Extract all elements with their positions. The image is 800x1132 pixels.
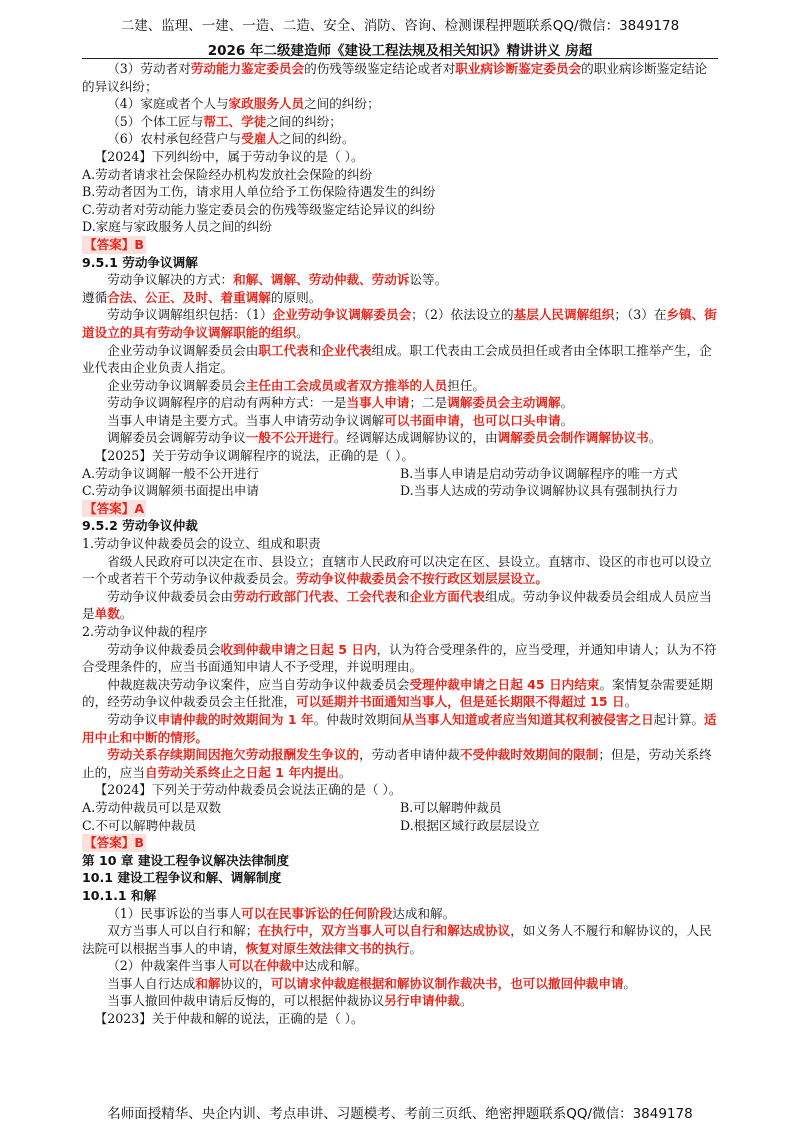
text: 的职业病诊断鉴定结论的异议纠纷； [82,61,708,94]
highlight: 单数 [94,606,120,622]
para-limitation [82,711,718,746]
subheading: 2.劳动争议仲裁的程序 [82,624,208,639]
text: 劳动争议解决的方式： [107,272,234,288]
text: 组成。劳动争议仲裁委员会组成人员应当是 [82,588,712,622]
highlight: 可以在仲裁中 [228,958,305,974]
para-establishment [82,553,718,588]
section-title-10-1: 10.1 建设工程争议和解、调解制度 [82,870,282,886]
para-ruling-period [82,676,718,711]
text: 。案情复杂需要延期的，经劳动争议仲裁委员会主任批准， [82,676,713,710]
option-d: D.家庭与家政服务人员之间的纠纷 [82,219,272,235]
highlight: 一般不公开进行 [245,430,334,446]
para-dispute-5 [82,113,718,131]
text: 达成和解。 [304,958,368,974]
text: 劳动争议调解组织包括：（1） [107,307,273,323]
highlight: 当事人申请 [346,395,410,411]
para-members [82,588,718,623]
para-settlement-agreement [82,975,718,993]
highlight: 可以书面申请，也可以口头申请 [384,412,561,428]
highlight: 恢复对原生效法律文书的执行 [245,940,410,956]
text: 。 [296,324,309,340]
option-row [82,465,718,483]
text: 组成。职工代表由工会成员担任或者由全体职工推举产生，企业代表由企业负责人指定。 [82,342,712,376]
para-application [82,412,718,430]
option-c: C.劳动争议调解须书面提出申请 [82,483,259,499]
para-arbitration-settlement [82,957,718,975]
text: 省级人民政府可以决定在市、县设立；直辖市人民政府可以决定在区、县设立。直辖市、设区的市也可以设立一个或者若干个劳动争议仲裁委员会。 [82,553,712,587]
text: 当事人自行达成 [107,975,196,991]
text: 劳动争议调解程序的启动有两种方式：一是 [107,395,347,411]
text: 仲裁庭裁决劳动争议案件，应当自劳动争议仲裁委员会 [107,676,410,692]
text: （3）劳动者对 [107,61,191,76]
highlight: 合法、公正、及时、着重调解 [107,289,271,305]
highlight: 企业代表 [321,342,372,358]
highlight: 劳动关系存续期间因拖欠劳动报酬发生争议的 [107,747,360,763]
subheading: 1.劳动争议仲裁委员会的设立、组成和职责 [82,536,321,552]
highlight: 自劳动关系终止之日起 1 年内提出 [144,764,339,780]
text: 。 [624,694,638,710]
text: 企业劳动争议调解委员会 [107,377,246,393]
section-title-9-5-2: 9.5.2 劳动争议仲裁 [82,518,198,534]
text: 和 [308,342,322,358]
chapter-title: 第 10 章 建设工程争议解决法律制度 [82,852,289,868]
text: 。 [338,764,352,780]
para-dispute-6 [82,130,718,148]
text: ，如义务人不履行和解协议的，人民法院可以根据当事人的申请， [82,923,712,956]
option-c: C.不可以解聘仲裁员 [82,817,196,833]
document-body [82,60,718,1028]
text: 的伤残等级鉴定结论或者对 [304,61,456,76]
text: 之间的纠纷。 [278,131,355,147]
text: 和 [396,588,410,604]
text: 的原则。 [270,289,322,305]
highlight: 基层人民调解组织 [513,307,615,323]
highlight: 不受仲裁时效期间的限制 [459,747,599,763]
para-execution-settlement [82,922,718,957]
para-principles [82,289,718,307]
text: ；二是 [409,395,448,411]
highlight: 在执行中，双方当事人可以自行和解达成协议 [258,923,511,939]
text: 。 [119,606,133,622]
text: 。 [560,395,574,411]
text: ；（2）依法设立的 [411,307,514,323]
option-row [82,799,718,817]
para-methods [82,271,718,289]
para-acceptance [82,641,718,676]
text: ，劳动者申请仲裁 [359,747,460,763]
text: 。仲裁时效期间 [313,711,402,727]
answer-label: 【答案】 [84,835,135,851]
para-initiation [82,394,718,412]
text: 企业劳动争议调解委员会由 [107,342,259,358]
answer-label: 【答案】 [84,236,135,252]
text: 。 [648,430,662,446]
para-civil-settlement [82,905,718,923]
para-composition [82,342,718,377]
text: 担任。 [447,377,485,393]
highlight: 职业病诊断鉴定委员会 [455,61,582,76]
text: （2）仲裁案件当事人 [107,958,229,974]
text: ；但是，劳动关系终止的，应当 [82,747,712,780]
highlight: 帮工、学徒 [203,113,267,129]
highlight: 劳动争议仲裁委员会不按行政区划层层设立。 [296,571,548,587]
option-c: C.劳动者对劳动能力鉴定委员会的伤残等级鉴定结论异议的纠纷 [82,201,436,217]
question-stem: 【2024】下列关于劳动仲裁委员会说法正确的是（ ）。 [94,782,402,798]
header-divider [82,58,718,59]
option-row [82,817,718,835]
text: 。经调解达成调解协议的，由 [333,430,498,446]
option-a: A.劳动者请求社会保险经办机构发放社会保险的纠纷 [82,166,373,182]
text: ，认为符合受理条件的，应当受理，并通知申请人；认为不符合受理条件的，应当书面通知申请人不予受理，并说明理由。 [82,641,717,675]
answer-line [82,236,718,254]
highlight: 家政服务人员 [228,96,305,112]
para-director [82,377,718,395]
answer-value: B [134,236,144,252]
highlight: 企业劳动争议调解委员会 [272,307,412,323]
text: 调解委员会调解劳动争议 [107,430,246,446]
answer-line [82,500,718,518]
answer-value: A [134,500,145,516]
footer-contact-line: 名师面授精华、央企内训、考点串讲、习题模考、考前三页纸、绝密押题联系QQ/微信：3849178 [107,1106,693,1122]
text: 。 [623,975,637,991]
text: 当事人申请是主要方式。当事人申请劳动争议调解 [107,412,385,428]
highlight: 和解、调解、劳动仲裁、劳动诉 [233,272,410,288]
para-agreement [82,429,718,447]
highlight: 劳动能力鉴定委员会 [190,61,305,76]
text: 之间的纠纷； [304,96,380,112]
answer-label: 【答案】 [84,500,135,516]
para-organizations [82,306,718,341]
header-contact-line: 二建、监理、一建、一造、二造、安全、消防、咨询、检测课程押题联系QQ/微信：3849178 [120,18,680,34]
text: 之间的纠纷； [266,113,342,129]
section-title-9-5-1: 9.5.1 劳动争议调解 [82,254,198,270]
text: 协议的， [220,975,271,991]
option-a: A.劳动争议调解一般不公开进行 [82,465,259,481]
highlight: 调解委员会主动调解 [447,395,561,411]
option-b: B.劳动者因为工伤，请求用人单位给予工伤保险待遇发生的纠纷 [82,184,436,200]
highlight: 和解 [195,975,221,991]
highlight: 可以请求仲裁庭根据和解协议制作裁决书，也可以撤回仲裁申请 [270,975,624,991]
highlight: 可以延期并书面通知当事人，但是延长期限不得超过 15 日 [296,694,625,710]
highlight: 主任由工会成员或者双方推举的人员 [245,377,448,393]
highlight: 乡镇、街道设立的具有劳动争议调解职能的组织 [82,307,717,340]
answer-value: B [134,835,144,851]
text: 。 [459,993,473,1009]
text: 劳动争议仲裁委员会 [107,641,221,657]
highlight: 职工代表 [258,342,309,358]
text: ；（3）在 [614,307,667,323]
text: 。 [560,412,574,428]
highlight: 可以在民事诉讼的任何阶段 [241,905,393,921]
section-title-10-1-1: 10.1.1 和解 [82,887,157,903]
text: 。 [409,940,423,956]
highlight: 受雇人 [241,131,279,147]
text: 当事人撤回仲裁申请后反悔的，可以根据仲裁协议 [107,993,385,1009]
option-row [82,482,718,500]
text: 劳动争议仲裁委员会由 [107,588,234,604]
highlight: 适用中止和中断的情形。 [82,711,717,745]
highlight: 企业方面代表 [409,588,485,604]
para-wage-arrears [82,746,718,781]
text: 起计算。 [653,711,705,727]
text: （5）个体工匠与 [107,113,204,129]
answer-line [82,834,718,852]
text: 双方当事人可以自行和解； [107,923,259,939]
text: （6）农村承包经营户与 [107,131,242,147]
highlight: 劳动行政部门代表、工会代表 [233,588,397,604]
text: （1）民事诉讼的当事人 [107,905,242,921]
question-stem: 【2023】关于仲裁和解的说法，正确的是（ ）。 [94,1011,364,1027]
para-dispute-4 [82,95,718,113]
highlight: 收到仲裁申请之日起 5 日内 [220,641,377,657]
question-stem: 【2024】下列纠纷中，属于劳动争议的是（ ）。 [94,148,364,164]
highlight: 申请仲裁的时效期间为 1 年 [157,711,314,727]
text: 讼等。 [409,272,448,288]
option-a: A.劳动仲裁员可以是双数 [82,799,222,815]
option-b: B.可以解聘仲裁员 [400,799,502,815]
highlight: 从当事人知道或者应当知道其权利被侵害之日 [401,711,654,727]
text: 达成和解。 [392,905,456,921]
highlight: 调解委员会制作调解协议书 [497,430,649,446]
question-stem: 【2025】关于劳动争议调解程序的说法，正确的是（ ）。 [94,448,415,464]
text: 劳动争议 [107,711,158,727]
highlight: 另行申请仲裁 [384,993,460,1009]
text: 遵循 [82,289,108,305]
option-d: D.根据区域行政层层设立 [400,817,540,833]
highlight: 受理仲裁申请之日起 45 日内结束 [409,676,600,692]
option-d: D.当事人达成的劳动争议调解协议具有强制执行力 [400,483,679,499]
header-course-title: 2026 年二级建造师《建设工程法规及相关知识》精讲讲义 房超 [207,43,593,59]
text: （4）家庭或者个人与 [107,96,229,112]
para-withdrawal [82,992,718,1010]
option-b: B.当事人申请是启动劳动争议调解程序的唯一方式 [400,465,678,481]
para-dispute-3 [82,60,718,95]
